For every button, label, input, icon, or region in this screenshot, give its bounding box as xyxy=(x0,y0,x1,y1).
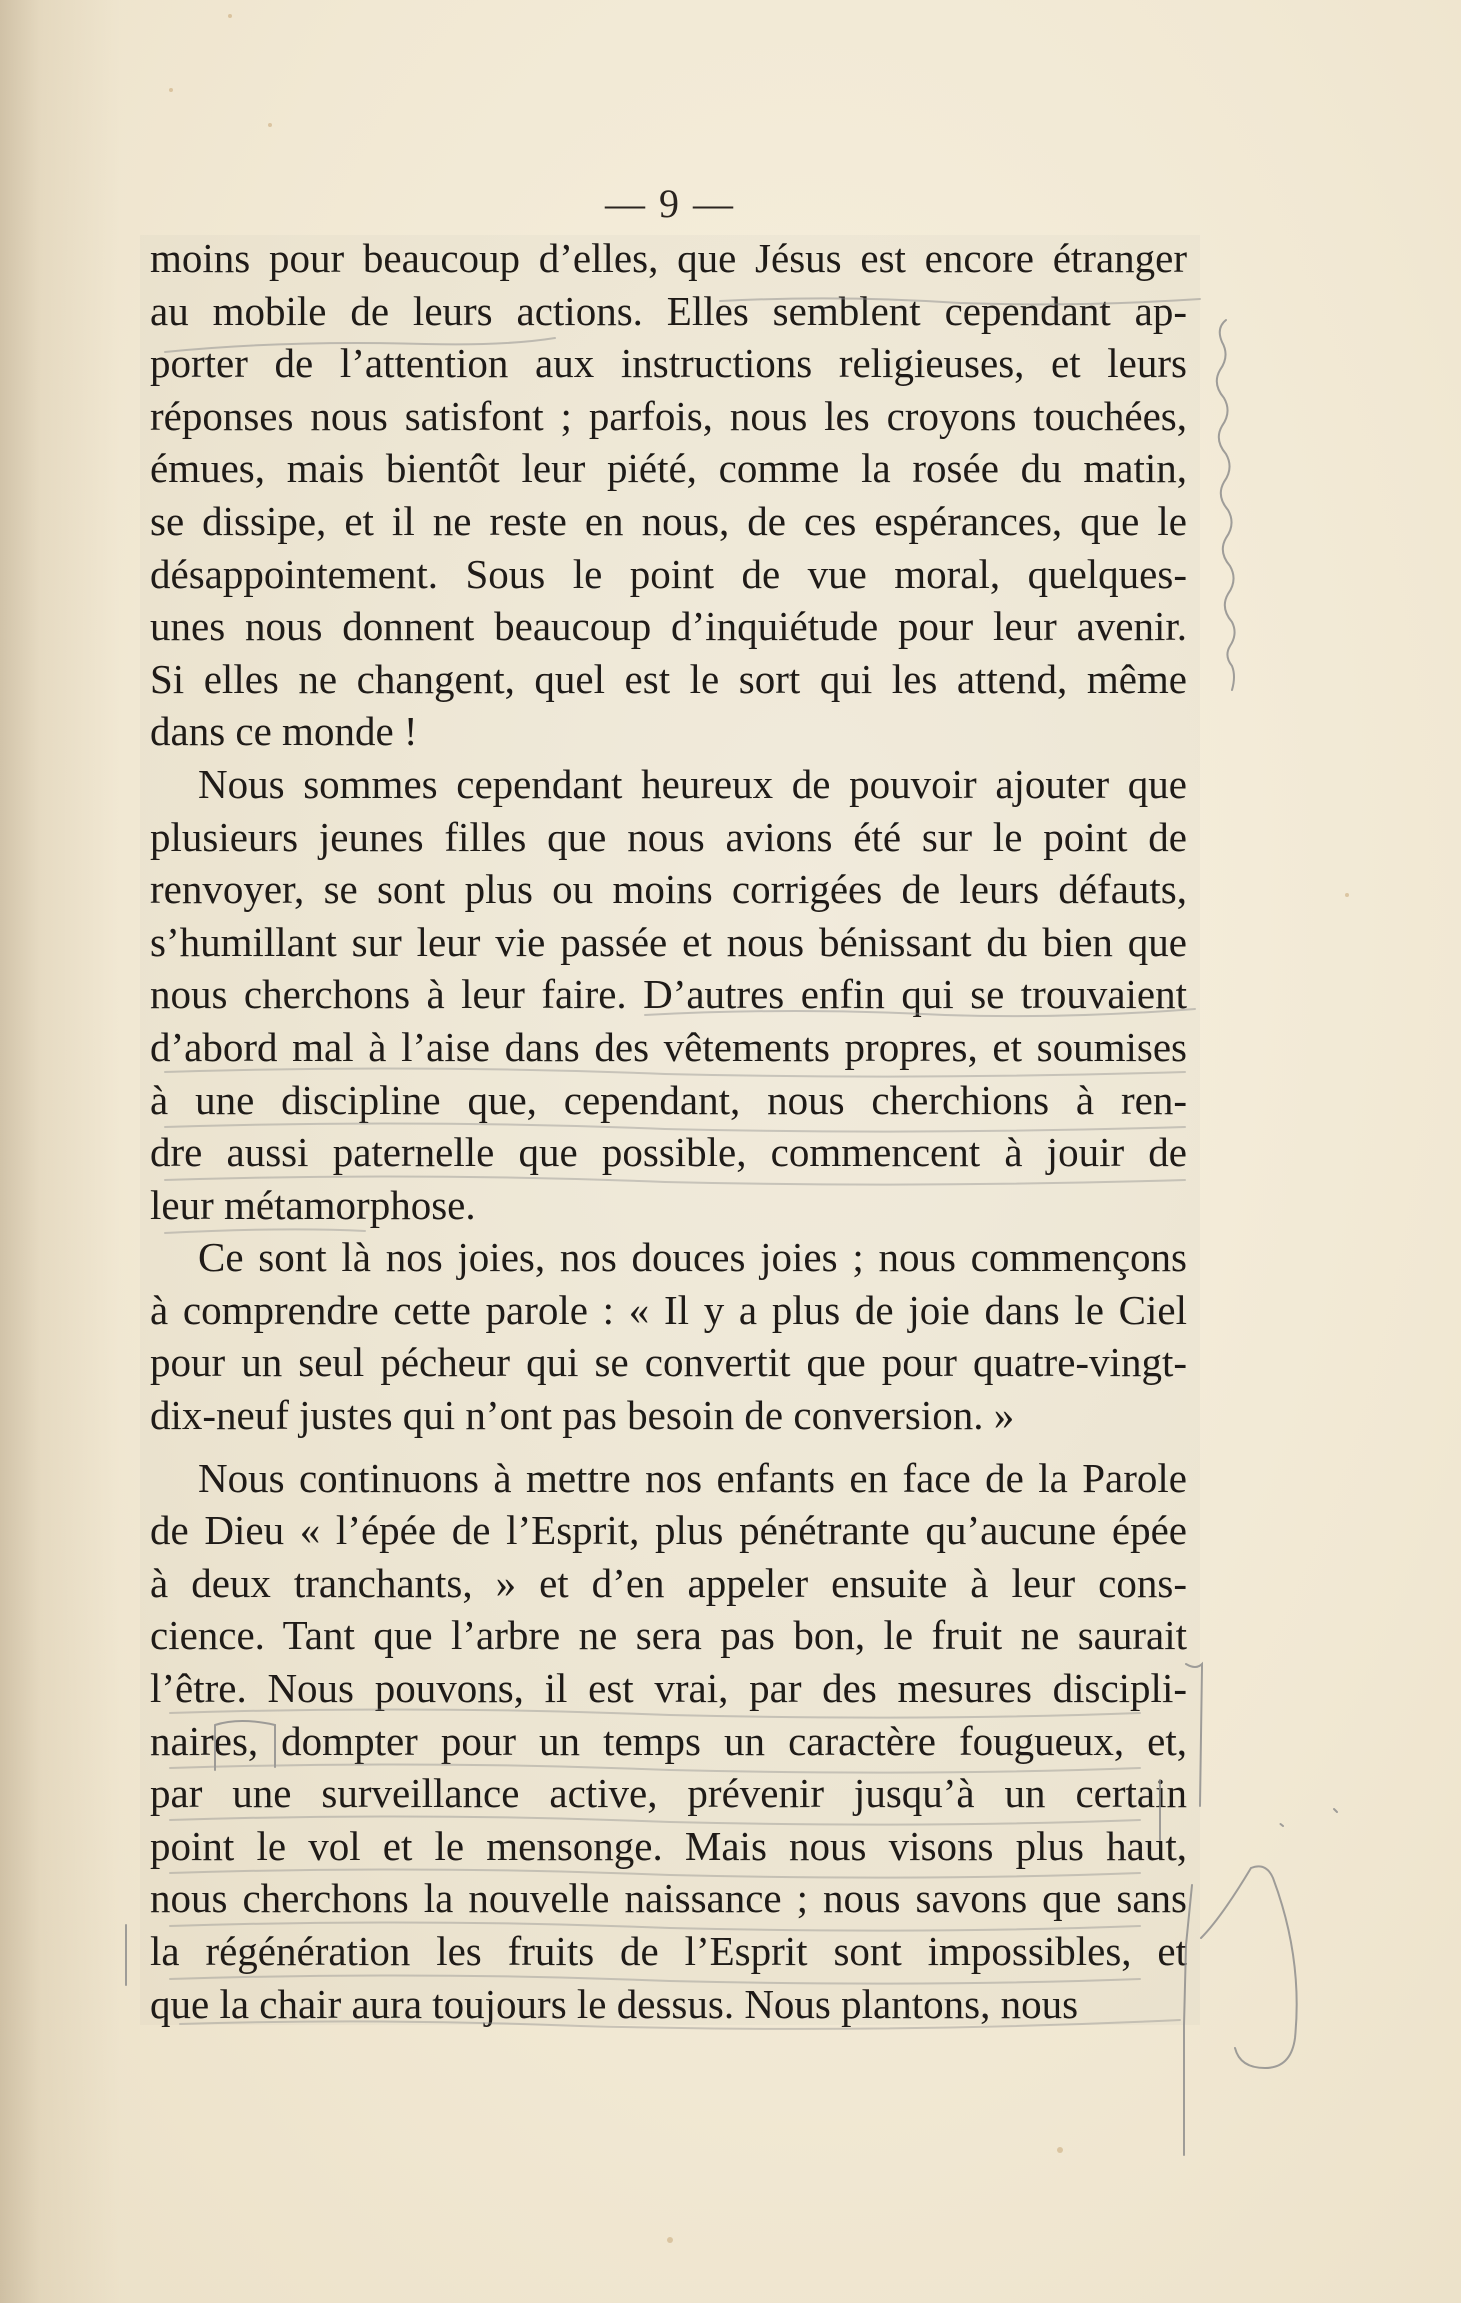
text-line: s’humillant sur leur vie passée et nous bénissant du bien que xyxy=(150,918,1187,965)
text-line: renvoyer, se sont plus ou moins corrigées de leurs défauts, xyxy=(150,866,1187,913)
text-line: par une surveillance active, prévenir jusqu’à un certain xyxy=(150,1770,1187,1817)
text-line: unes nous donnent beaucoup d’inquiétude pour leur avenir. xyxy=(150,603,1187,650)
text-line: d’abord mal à l’aise dans des vêtements propres, et soumises xyxy=(150,1023,1187,1070)
text-line: moins pour beaucoup d’elles, que Jésus est encore étranger xyxy=(150,235,1187,281)
page-number: — 9 — xyxy=(605,181,735,226)
text-line: à une discipline que, cependant, nous cherchions à ren- xyxy=(150,1076,1187,1123)
foxing-spot xyxy=(1345,893,1349,897)
text-line: de Dieu « l’épée de l’Esprit, plus pénétrante qu’aucune épée xyxy=(150,1507,1187,1554)
text-line: nous cherchons la nouvelle naissance ; nous savons que sans xyxy=(150,1875,1187,1922)
text-line: au mobile de leurs actions. Elles semblent cependant ap- xyxy=(150,287,1187,334)
text-line: que la chair aura toujours le dessus. Nous plantons, nous xyxy=(150,1980,1079,2027)
pencil-wavy-margin-line xyxy=(1217,320,1235,690)
text-line: leur métamorphose. xyxy=(150,1181,476,1228)
text-line: cience. Tant que l’arbre ne sera pas bon, le fruit ne saurait xyxy=(150,1612,1187,1659)
foxing-spot xyxy=(667,2237,673,2243)
foxing-spot xyxy=(169,88,173,92)
text-line: Nous continuons à mettre nos enfants en face de la Parole xyxy=(198,1454,1187,1501)
paragraph-3 xyxy=(150,1231,1187,1441)
text-line: émues, mais bientôt leur piété, comme la rosée du matin, xyxy=(150,445,1187,492)
text-line: la régénération les fruits de l’Esprit sont impossibles, et xyxy=(150,1928,1187,1974)
foxing-spot xyxy=(268,123,272,127)
text-line: dre aussi paternelle que possible, commencent à jouir de xyxy=(150,1129,1187,1176)
body-text xyxy=(150,232,1187,2030)
foxing-spot xyxy=(228,14,232,18)
text-line: Nous sommes cependant heureux de pouvoir ajouter que xyxy=(198,760,1187,807)
paragraph-2 xyxy=(150,758,1187,1231)
text-line: l’être. Nous pouvons, il est vrai, par des mesures discipli- xyxy=(150,1665,1187,1712)
text-line: dix-neuf justes qui n’ont pas besoin de conversion. » xyxy=(150,1392,1015,1439)
text-line: dans ce monde ! xyxy=(150,708,418,755)
text-line: plusieurs jeunes filles que nous avions été sur le point de xyxy=(150,813,1187,860)
pencil-doodle xyxy=(1201,1824,1297,2068)
text-line: se dissipe, et il ne reste en nous, de ces espérances, que le xyxy=(150,497,1187,544)
text-line: réponses nous satisfont ; parfois, nous les croyons touchées, xyxy=(150,392,1187,439)
text-line: porter de l’attention aux instructions religieuses, et leurs xyxy=(150,340,1187,387)
foxing-spot xyxy=(1057,2147,1063,2153)
text-line: pour un seul pécheur qui se convertit que pour quatre-vingt- xyxy=(150,1339,1187,1386)
text-line: Ce sont là nos joies, nos douces joies ; nous commençons xyxy=(198,1234,1187,1281)
text-line: à comprendre cette parole : « Il y a plus de joie dans le Ciel xyxy=(150,1286,1187,1333)
text-line: Si elles ne changent, quel est le sort qui les attend, même xyxy=(150,655,1187,702)
paragraph-1 xyxy=(150,232,1187,758)
text-line: désappointement. Sous le point de vue moral, quelques- xyxy=(150,550,1187,597)
text-line: nous cherchons à leur faire. D’autres enfin qui se trouvaient xyxy=(150,971,1187,1018)
text-line: point le vol et le mensonge. Mais nous visons plus haut, xyxy=(150,1822,1187,1869)
paragraph-4 xyxy=(150,1452,1187,2031)
text-line: à deux tranchants, » et d’en appeler ensuite à leur cons- xyxy=(150,1559,1187,1606)
text-line: naires, dompter pour un temps un caractère fougueux, et, xyxy=(150,1717,1187,1764)
